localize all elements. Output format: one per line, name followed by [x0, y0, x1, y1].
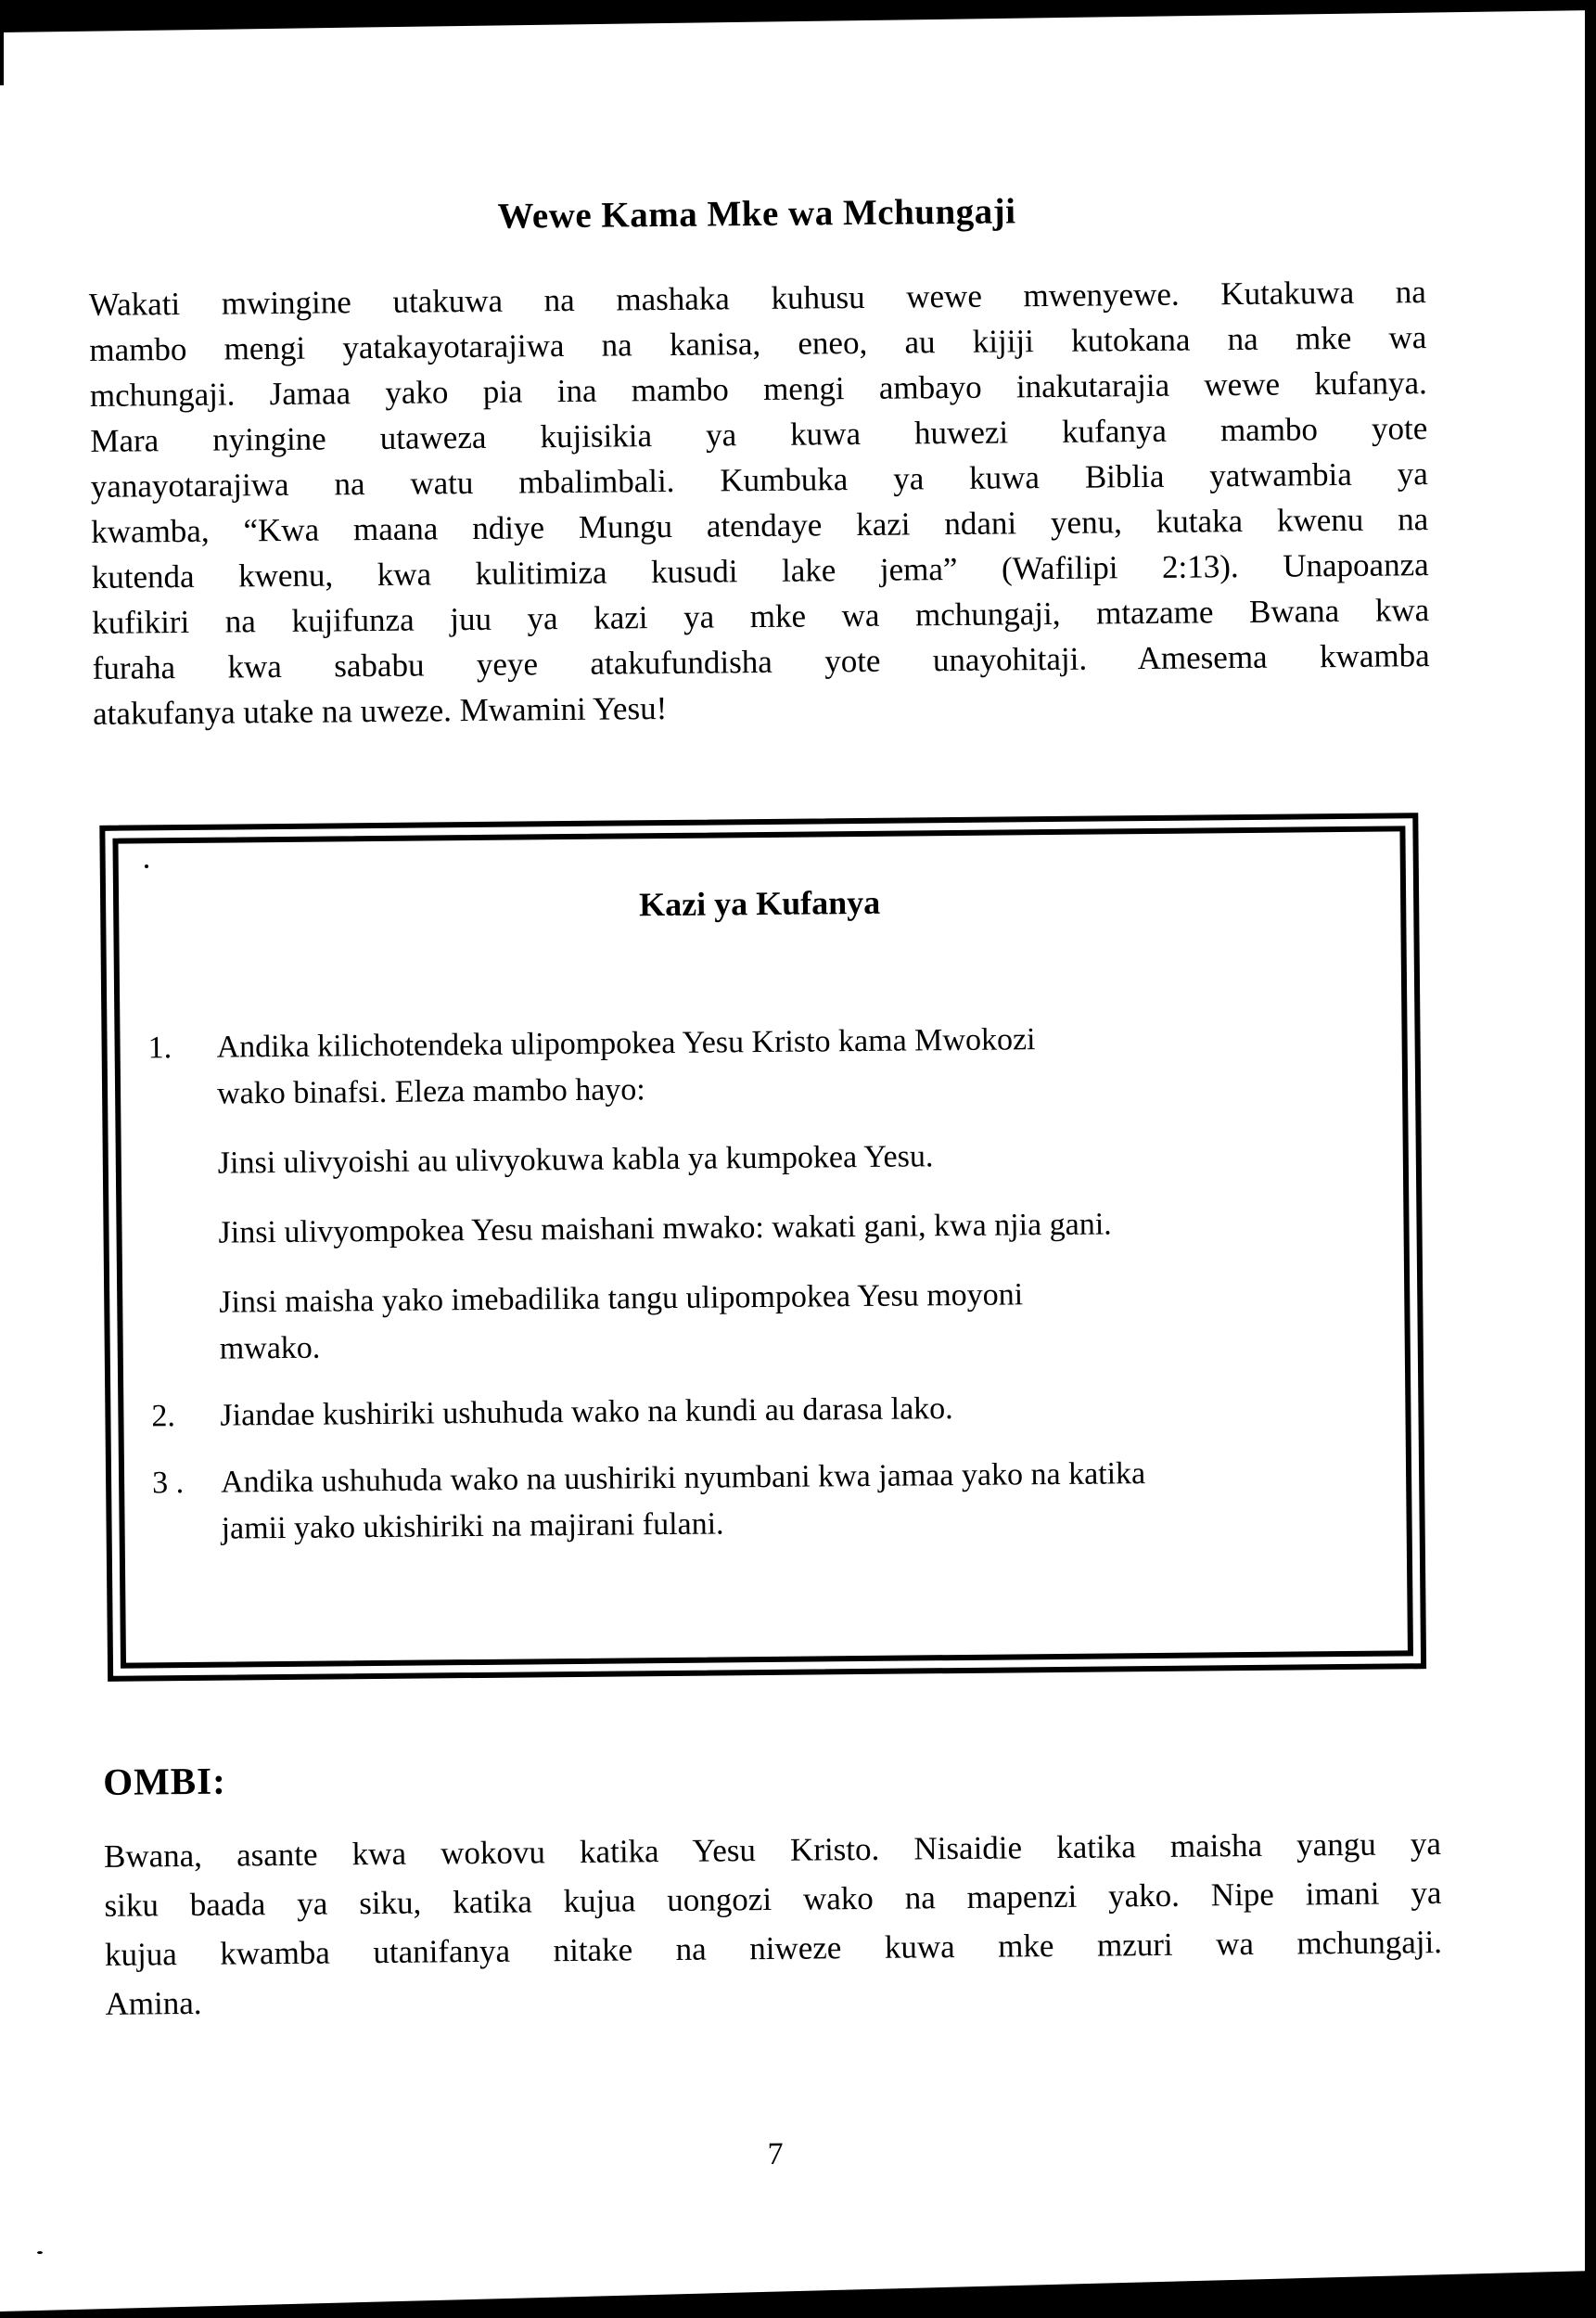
page-number: 7: [767, 2136, 784, 2172]
intro-line: kwamba, “Kwa maana ndiye Mungu atendaye kazi ndani yenu, kutaka kwenu na: [91, 501, 1429, 550]
task-item-1: [147, 1014, 1377, 1374]
task-item-2: [151, 1382, 1377, 1441]
task-subitem-line: Jinsi ulivyoishi au ulivyokuwa kabla ya kumpokea Yesu.: [217, 1139, 934, 1181]
task-item-number: 3 .: [151, 1466, 185, 1501]
task-subitem-line: mwako.: [219, 1330, 321, 1366]
task-item-number: 1.: [147, 1031, 172, 1066]
task-item-line: Andika kilichotendeka ulipompokea Yesu Kristo kama Mwokozi: [216, 1022, 1036, 1065]
intro-line: Mara nyingine utaweza kujisikia ya kuwa huwezi kufanya mambo yote: [90, 410, 1428, 459]
prayer-line: Amina.: [105, 1984, 202, 2022]
task-item-line: wako binafsi. Eleza mambo hayo:: [216, 1072, 645, 1111]
prayer-line: siku baada ya siku, katika kujua uongozi wako na mapenzi yako. Nipe imani ya: [104, 1875, 1442, 1924]
intro-line: mchungaji. Jamaa yako pia ina mambo mengi ambayo inakutarajia wewe kufanya.: [89, 365, 1427, 414]
scan-speck: [37, 2251, 43, 2254]
task-subitem: [218, 1199, 1375, 1257]
task-subitem-line: Jinsi ulivyompokea Yesu maishani mwako: wakati gani, kwa njia gani.: [218, 1207, 1112, 1250]
task-box-inner-border: [112, 826, 1413, 1668]
task-subitem: [219, 1269, 1377, 1373]
task-item-3: [152, 1449, 1379, 1554]
task-item-body: [220, 1382, 1377, 1440]
intro-line: yanayotarajiwa na watu mbalimbali. Kumbuka ya kuwa Biblia yatwambia ya: [90, 455, 1428, 505]
task-list: [147, 1014, 1378, 1554]
scan-edge-left-tick: [0, 32, 4, 85]
task-item-body: [216, 1014, 1377, 1373]
prayer-line: Bwana, asante kwa wokovu katika Yesu Kristo. Nisaidie katika maisha yangu ya: [103, 1825, 1442, 1875]
prayer-paragraph: [104, 1819, 1443, 2029]
intro-line: atakufanya utake na uweze. Mwamini Yesu!: [92, 689, 668, 732]
prayer-line: kujua kwamba utanifanya nitake na niweze kuwa mke mzuri wa mchungaji.: [104, 1924, 1443, 1973]
task-item-number: 2.: [151, 1399, 176, 1434]
scan-edge-top: [0, 0, 1596, 33]
intro-line: kutenda kwenu, kwa kulitimiza kusudi lake jema” (Wafilipi 2:13). Unapoanza: [91, 546, 1429, 596]
intro-paragraph: [89, 269, 1431, 736]
scan-edge-bottom: [0, 2266, 1596, 2318]
task-item-body: [221, 1449, 1379, 1553]
task-subitem-line: Jinsi maisha yako imebadilika tangu ulipompokea Yesu moyoni: [219, 1277, 1024, 1320]
intro-line: kufikiri na kujifunza juu ya kazi ya mke wa mchungaji, mtazame Bwana kwa: [92, 592, 1430, 641]
prayer-heading: OMBI:: [102, 1759, 226, 1803]
task-item-line: Jiandae kushiriki ushuhuda wako na kundi au darasa lako.: [220, 1391, 953, 1433]
task-subitem: [218, 1130, 1375, 1187]
intro-line: Wakati mwingine utakuwa na mashaka kuhusu wewe mwenyewe. Kutakuwa na: [88, 274, 1427, 323]
intro-line: mambo mengi yatakayotarajiwa na kanisa, eneo, au kijiji kutokana na mke wa: [89, 319, 1427, 368]
scan-edge-right: [1585, 7, 1596, 2318]
task-item-line: jamii yako ukishiriki na majirani fulani.: [221, 1506, 724, 1546]
task-box-title: Kazi ya Kufanya: [638, 883, 881, 924]
task-box: [99, 813, 1426, 1682]
task-item-line: Andika ushuhuda wako na uushiriki nyumbani kwa jamaa yako na katika: [220, 1456, 1146, 1500]
page-title: Wewe Kama Mke wa Mchungaji: [497, 191, 1016, 237]
document-page: [88, 186, 1444, 2179]
intro-line: furaha kwa sababu yeye atakufundisha yote unayohitaji. Amesema kwamba: [92, 637, 1430, 686]
